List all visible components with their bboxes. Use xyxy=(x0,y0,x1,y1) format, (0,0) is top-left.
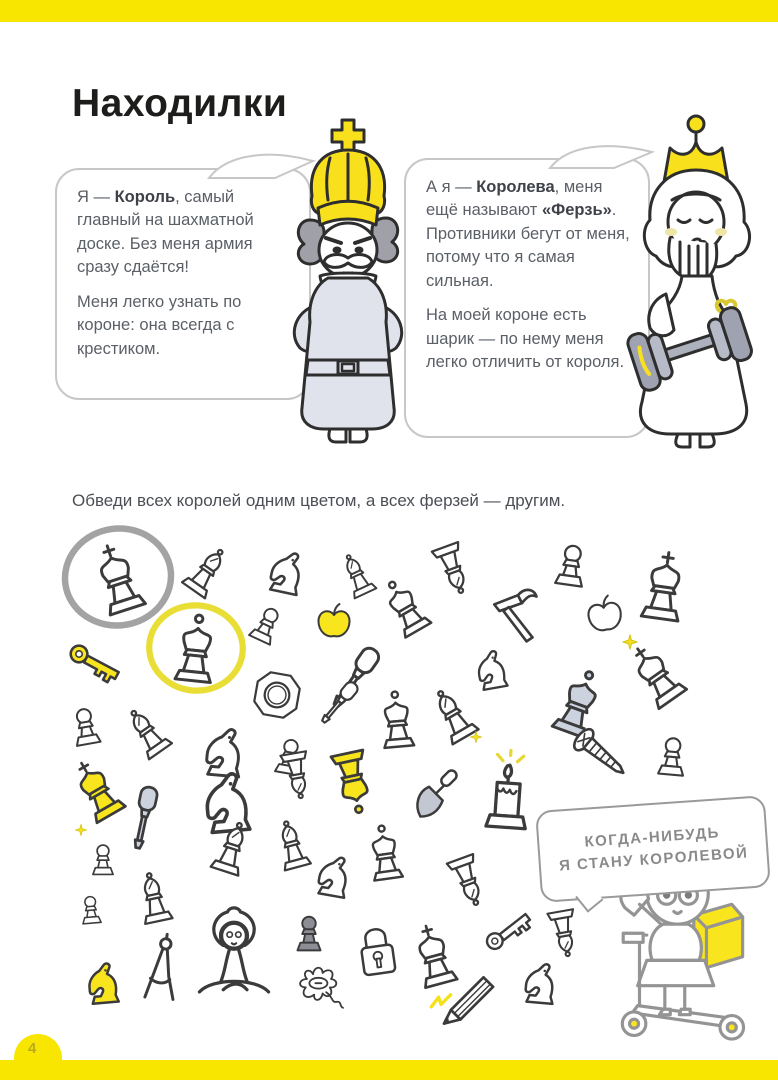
pawn-dream-sign xyxy=(535,795,771,903)
queen-character-illustration xyxy=(608,108,778,448)
trowel-doodle xyxy=(408,762,470,824)
bishop-doodle xyxy=(121,865,187,931)
sign-line-2: Я СТАНУ КОРОЛЕВОЙ xyxy=(558,844,749,875)
instruction-text: Обведи всех королей одним цветом, а всех ферзей — другим. xyxy=(72,491,566,510)
pawn-doodle xyxy=(82,840,124,882)
king-bubble-paragraph-1: Я — Король, самый главный на шахматной доске. Без меня армия сразу сдаётся! xyxy=(77,188,254,277)
king-doodle xyxy=(622,545,706,629)
king-bubble-paragraph-2: Меня легко узнать по короне: она всегда с крестиком. xyxy=(77,292,242,358)
flower-doodle xyxy=(289,955,349,1015)
top-border xyxy=(0,0,778,22)
find-objects-puzzle xyxy=(40,505,758,1065)
queen-doodle xyxy=(351,819,419,887)
sparkle-doodle xyxy=(469,730,483,744)
squiggle-doodle xyxy=(429,990,453,1014)
queen-doodle xyxy=(155,608,236,689)
knight-doodle xyxy=(250,529,326,605)
page-title: Находилки xyxy=(72,82,288,126)
page-number: 4 xyxy=(28,1040,37,1057)
bishop-doodle xyxy=(108,693,186,771)
queen-bubble-paragraph-2: На моей короне есть шарик — по нему меня легко отличить от короля. xyxy=(426,306,625,371)
pawn-doodle xyxy=(70,890,111,931)
sparkle-doodle xyxy=(74,823,88,837)
king-character-illustration xyxy=(268,112,428,447)
pawn-doodle xyxy=(644,730,700,786)
queen-doodle xyxy=(313,742,394,823)
compass-doodle xyxy=(120,929,204,1013)
queen-bubble-paragraph-1: А я — Королева, меня ещё называют «Ферзь». Противники бегут от меня, потому что я самая сильная. xyxy=(426,178,630,290)
pawn-doodle xyxy=(285,911,333,959)
bottom-border xyxy=(0,1060,778,1080)
sparkle-doodle xyxy=(621,633,639,651)
sign-line-1: КОГДА-НИБУДЬ xyxy=(583,823,721,851)
knight-doodle xyxy=(507,944,574,1011)
